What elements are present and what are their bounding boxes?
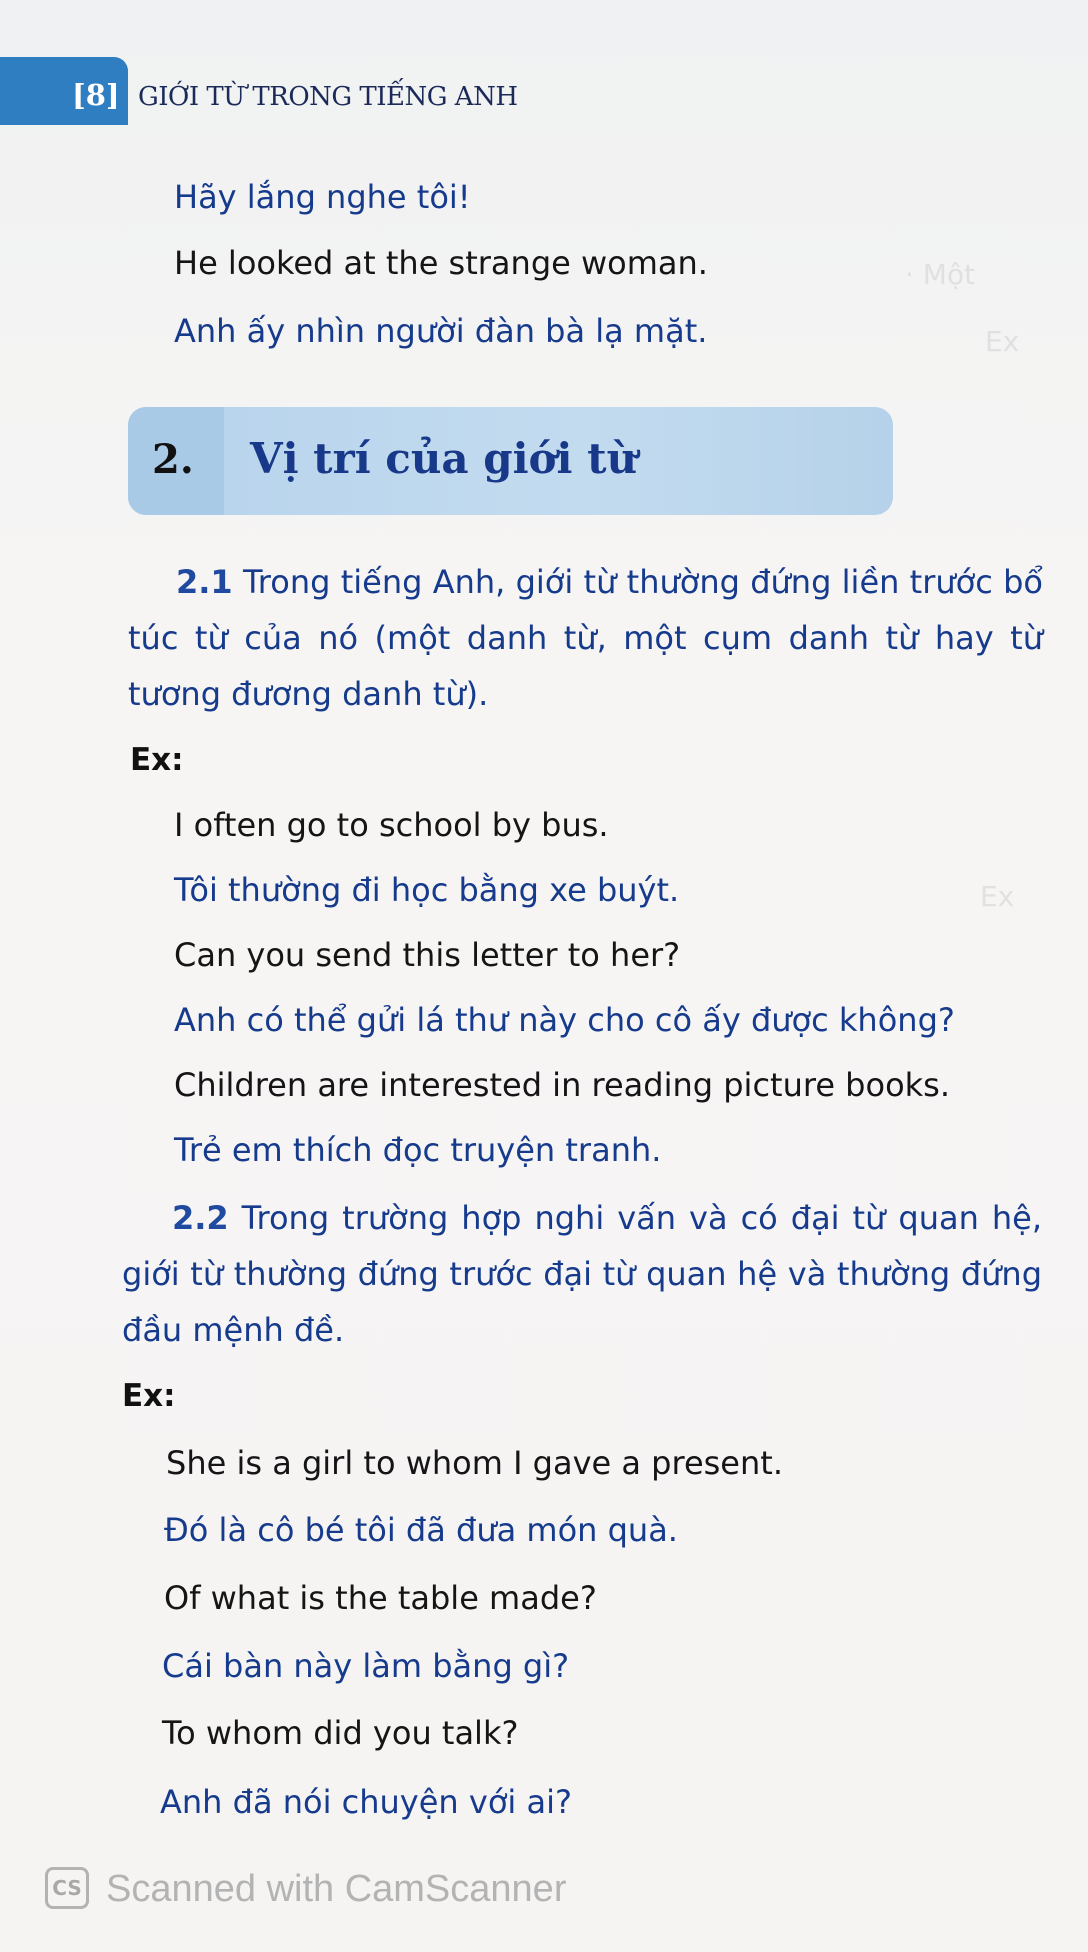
example-line: She is a girl to whom I gave a present. xyxy=(166,1444,783,1482)
example-line: Đó là cô bé tôi đã đưa món quà. xyxy=(164,1511,678,1549)
example-line: Can you send this letter to her? xyxy=(174,936,681,974)
example-line: Hãy lắng nghe tôi! xyxy=(174,178,471,216)
example-line: I often go to school by bus. xyxy=(174,806,609,844)
page-number: [8] xyxy=(72,78,120,112)
example-line: He looked at the strange woman. xyxy=(174,244,708,282)
scanner-watermark: Scanned with CamScanner xyxy=(106,1868,567,1910)
example-line: Tôi thường đi học bằng xe buýt. xyxy=(174,871,680,909)
subsection-text: Trong trường hợp nghi vấn và có đại từ quan hệ, giới từ thường đứng trước đại từ quan hệ và thường đứng đầu mệnh đề. xyxy=(122,1199,1042,1349)
example-label: Ex: xyxy=(130,742,184,778)
example-line: Of what is the table made? xyxy=(164,1579,597,1617)
bleed-through-text: Ex xyxy=(980,880,1015,913)
example-line: To whom did you talk? xyxy=(162,1714,519,1752)
example-label: Ex: xyxy=(122,1378,176,1414)
section-title: Vị trí của giới từ xyxy=(250,434,638,483)
example-line: Children are interested in reading picture books. xyxy=(174,1066,951,1104)
subsection-number: 2.1 xyxy=(176,563,233,601)
subsection-number: 2.2 xyxy=(172,1199,229,1237)
example-line: Anh ấy nhìn người đàn bà lạ mặt. xyxy=(174,312,708,350)
example-line: Anh có thể gửi lá thư này cho cô ấy được không? xyxy=(174,1001,955,1039)
section-number: 2. xyxy=(152,436,194,483)
example-line: Anh đã nói chuyện với ai? xyxy=(160,1783,572,1821)
subsection-paragraph xyxy=(122,1190,1042,1358)
example-line: Trẻ em thích đọc truyện tranh. xyxy=(174,1131,662,1169)
subsection-text: Trong tiếng Anh, giới từ thường đứng liền trước bổ túc từ của nó (một danh từ, một cụm danh từ hay từ tương đương danh từ). xyxy=(128,563,1043,713)
bleed-through-text: Ex xyxy=(985,325,1020,358)
chapter-title: GIỚI TỪ TRONG TIẾNG ANH xyxy=(138,82,518,112)
bleed-through-text: · Một xyxy=(905,258,976,291)
camscanner-logo-icon: CS xyxy=(45,1867,89,1909)
example-line: Cái bàn này làm bằng gì? xyxy=(162,1647,570,1685)
subsection-paragraph xyxy=(128,554,1043,722)
